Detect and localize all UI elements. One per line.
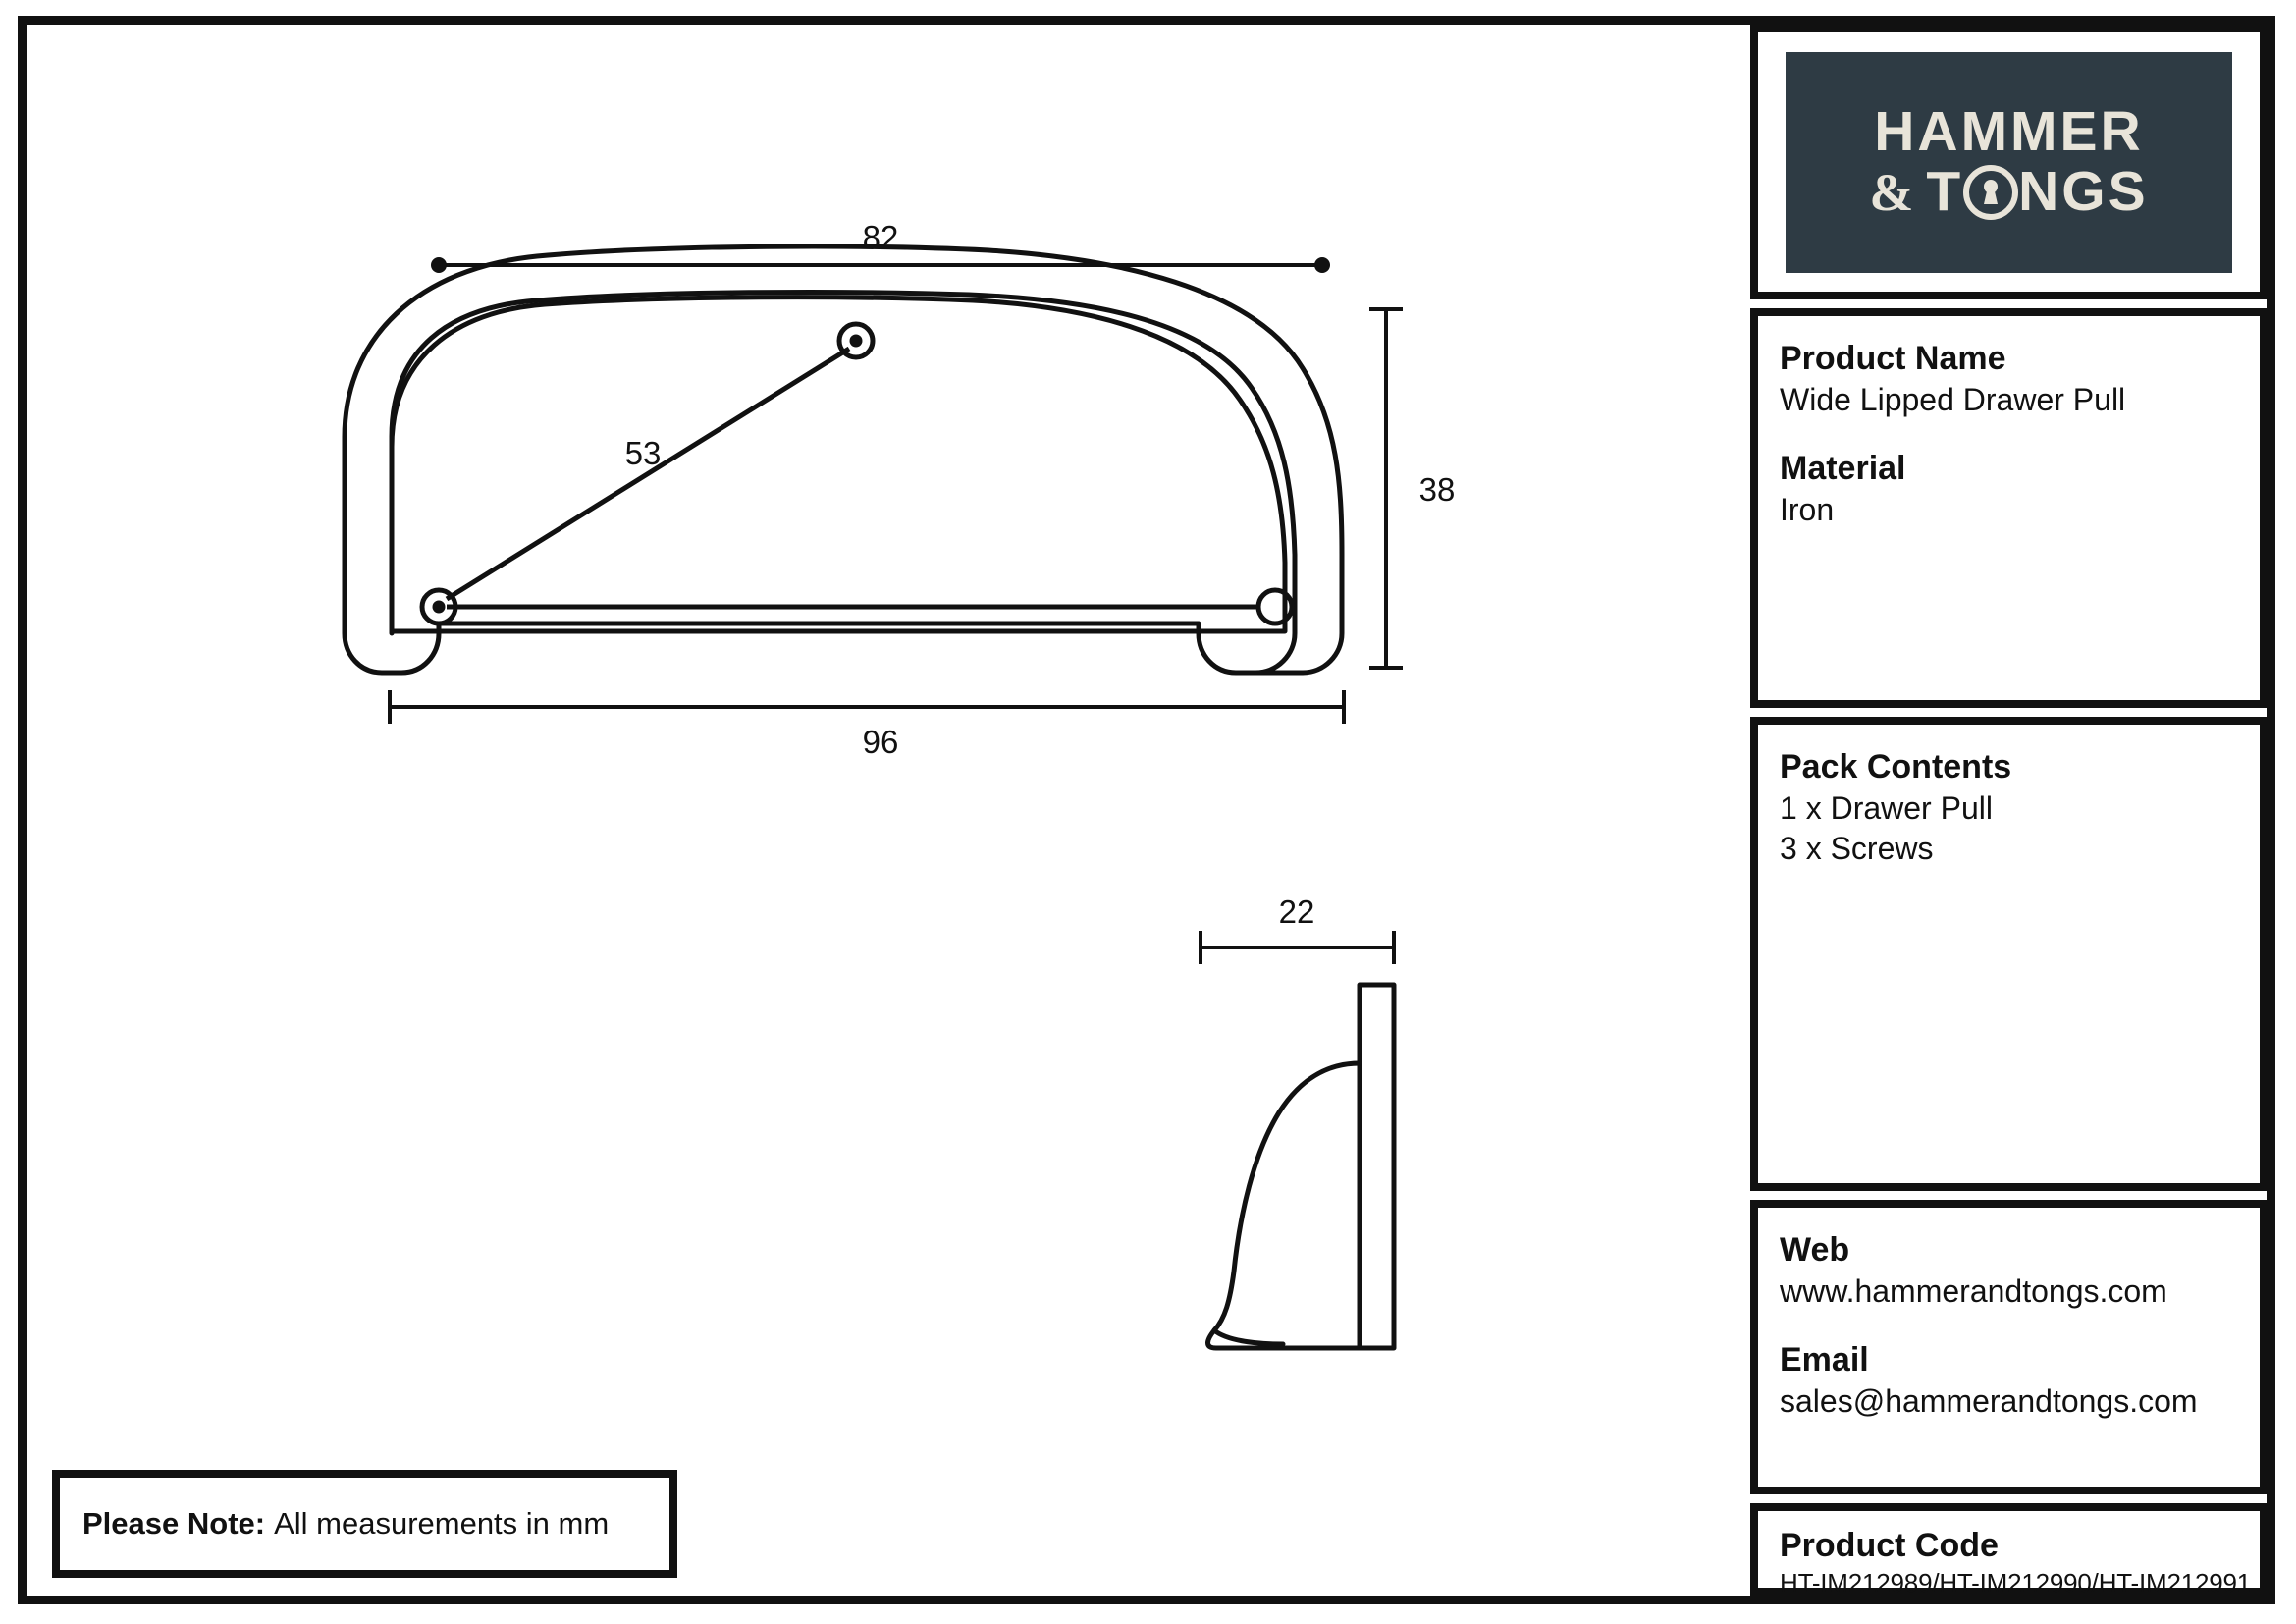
web-label: Web xyxy=(1780,1231,1850,1269)
logo-text-tongs-row xyxy=(1869,160,2149,223)
email-label: Email xyxy=(1780,1341,1869,1380)
pack-contents-panel xyxy=(1750,717,2268,1191)
material-value: Iron xyxy=(1780,492,1835,528)
material-label: Material xyxy=(1780,450,1906,488)
keyhole-icon xyxy=(1963,165,2018,220)
note-label: Please Note: xyxy=(82,1506,266,1541)
dimension-overall-width xyxy=(390,690,1344,724)
side-view-backplate xyxy=(1360,985,1394,1348)
product-name-label: Product Name xyxy=(1780,340,2006,377)
logo-text-ngs: NGS xyxy=(2018,160,2149,223)
dimension-diagonal xyxy=(447,349,849,599)
note-text: All measurements in mm xyxy=(274,1506,610,1541)
dimension-label-22: 22 xyxy=(1278,893,1315,930)
pack-contents-label: Pack Contents xyxy=(1780,748,2012,785)
dimension-label-96: 96 xyxy=(862,724,899,760)
logo-text-hammer: HAMMER xyxy=(1874,100,2144,163)
dimension-height xyxy=(1369,309,1403,668)
technical-drawing-area xyxy=(27,25,1744,1596)
keyhole-icon-svg xyxy=(1963,165,2018,220)
pack-contents-line-1: 1 x Drawer Pull xyxy=(1780,789,1993,826)
product-code-label: Product Code xyxy=(1780,1527,1999,1564)
brand-logo xyxy=(1786,52,2232,273)
please-note-box xyxy=(52,1470,677,1578)
dimension-top-width xyxy=(431,257,1330,273)
info-column xyxy=(1750,25,2268,1596)
product-code-panel xyxy=(1750,1503,2268,1596)
email-value[interactable]: sales@hammerandtongs.com xyxy=(1780,1383,2198,1420)
product-name-value: Wide Lipped Drawer Pull xyxy=(1780,381,2126,417)
pack-contents-line-2: 3 x Screws xyxy=(1780,831,1934,867)
dimension-label-38: 38 xyxy=(1418,471,1456,508)
logo-text-t: T xyxy=(1926,160,1964,223)
product-info-panel xyxy=(1750,308,2268,708)
logo-panel xyxy=(1750,25,2268,299)
product-code-value: HT-IM212989/HT-IM212990/HT-IM212991 xyxy=(1780,1567,2252,1597)
drawing-svg xyxy=(27,25,1744,1596)
side-view-body xyxy=(1208,1063,1361,1348)
dimension-label-82: 82 xyxy=(862,219,899,255)
web-value[interactable]: www.hammerandtongs.com xyxy=(1780,1272,2167,1309)
contact-panel xyxy=(1750,1200,2268,1494)
dimension-label-53: 53 xyxy=(624,435,662,471)
logo-ampersand: & xyxy=(1869,162,1917,222)
dimension-depth xyxy=(1201,931,1394,964)
